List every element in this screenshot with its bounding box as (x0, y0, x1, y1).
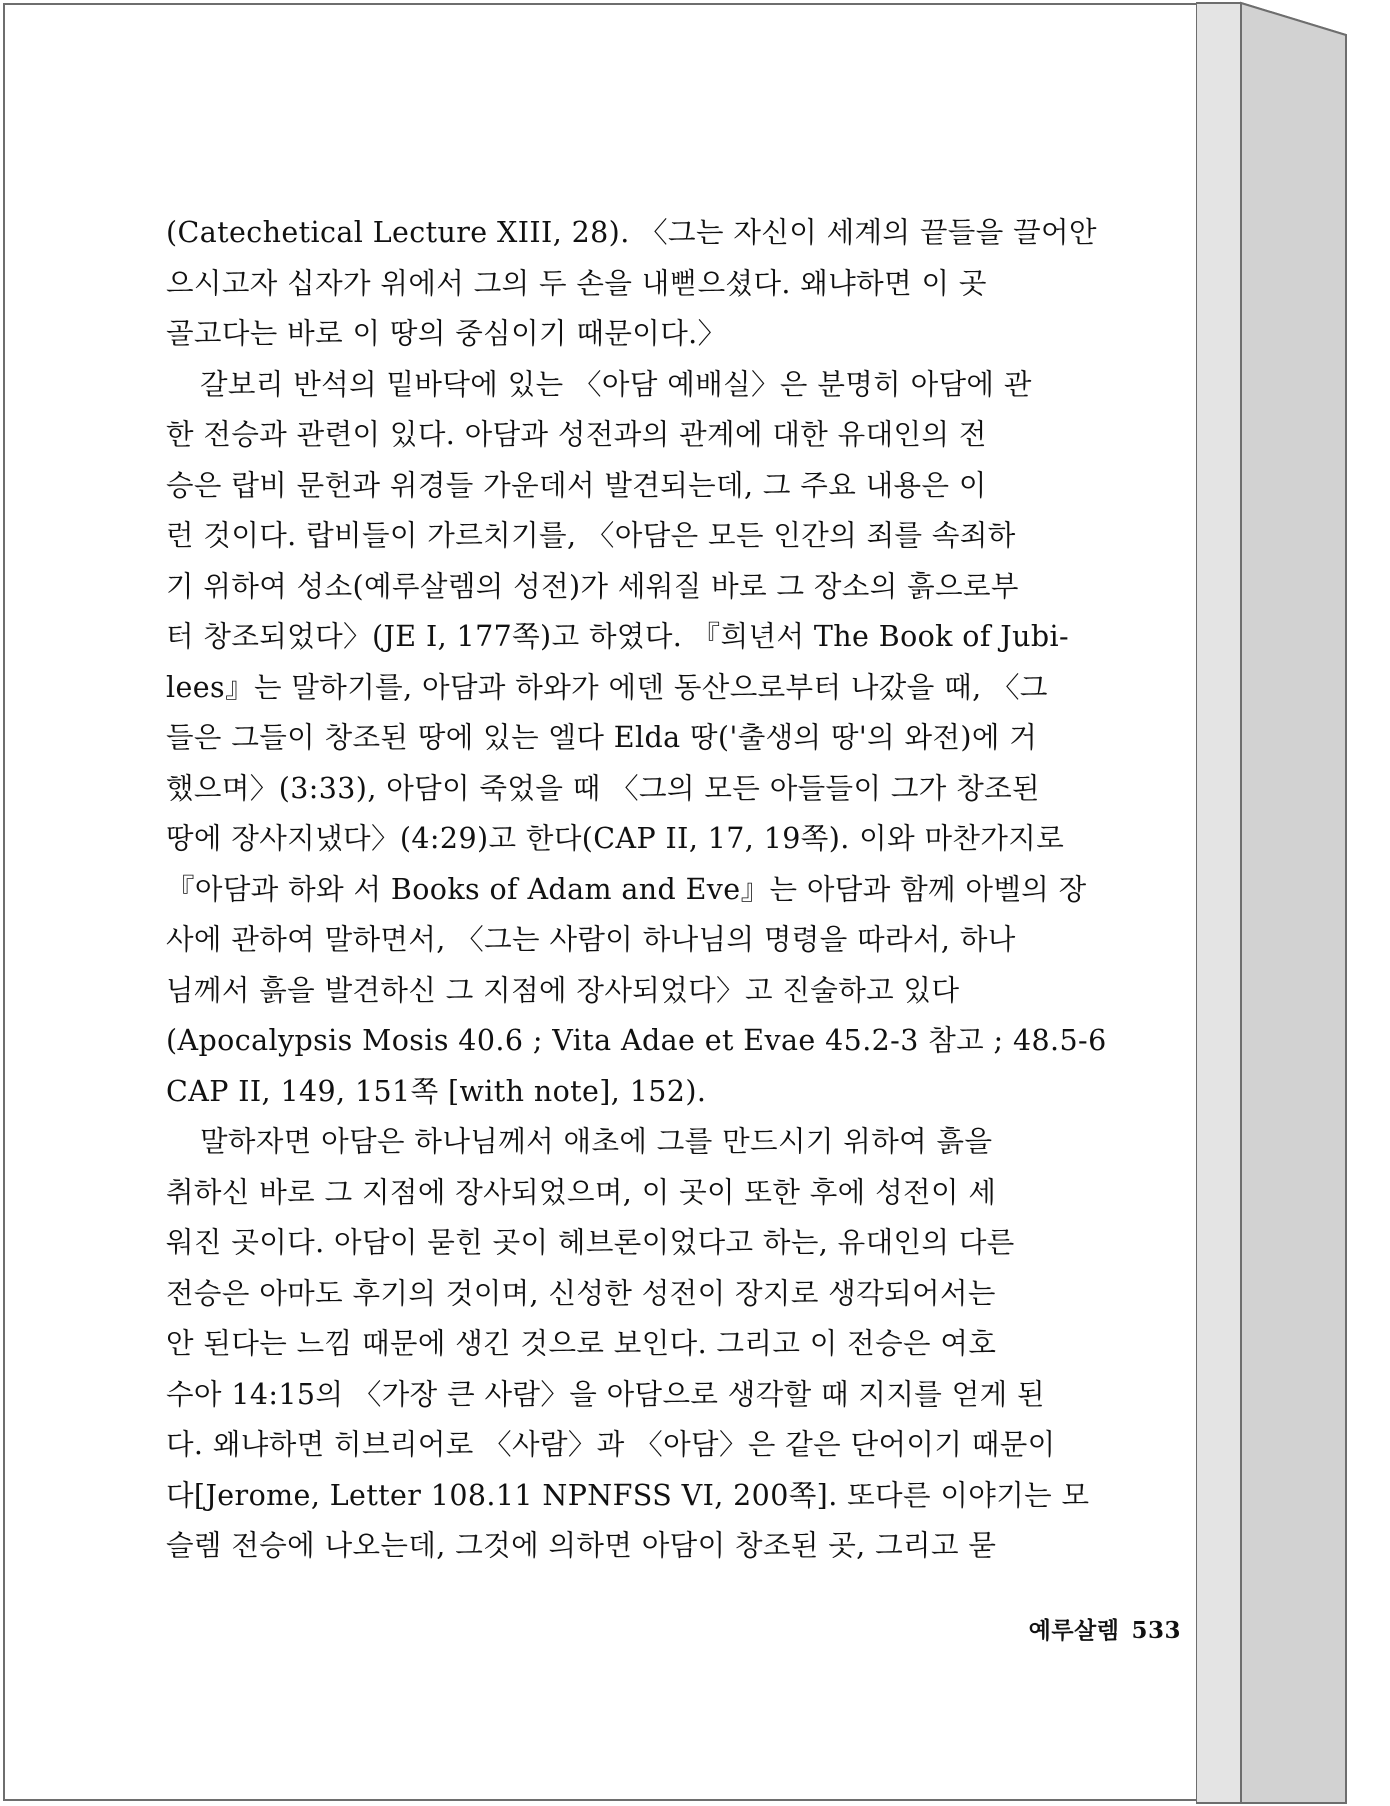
text-line: 전승은 아마도 후기의 것이며, 신성한 성전이 장지로 생각되어서는 (166, 1276, 996, 1310)
text-line: 으시고자 십자가 위에서 그의 두 손을 내뻗으셨다. 왜냐하면 이 곳 (166, 266, 987, 300)
text-line: 워진 곳이다. 아담이 묻힌 곳이 헤브론이었다고 하는, 유대인의 다른 (166, 1226, 1015, 1259)
page-footer (1029, 1612, 1181, 1645)
text-line: 승은 랍비 문헌과 위경들 가운데서 발견되는데, 그 주요 내용은 이 (166, 468, 987, 502)
text-line: 땅에 장사지냈다〉(4:29)고 한다(CAP II, 17, 19쪽). 이와 마찬가지로 (166, 822, 1065, 855)
text-line: 골고다는 바로 이 땅의 중심이기 때문이다.〉 (166, 317, 727, 350)
text-line: 님께서 흙을 발견하신 그 지점에 장사되었다〉고 진술하고 있다 (166, 973, 960, 1007)
text-line: 취하신 바로 그 지점에 장사되었으며, 이 곳이 또한 후에 성전이 세 (166, 1175, 997, 1209)
body-text (166, 208, 1107, 1572)
text-line: 다[Jerome, Letter 108.11 NPNFSS VI, 200쪽]. 또다른 이야기는 모 (166, 1478, 1090, 1512)
text-line: (Apocalypsis Mosis 40.6 ; Vita Adae et Evae 45.2-3 참고 ; 48.5-6 (166, 1024, 1107, 1057)
text-line: lees』는 말하기를, 아담과 하와가 에덴 동산으로부터 나갔을 때, 〈그 (166, 670, 1048, 704)
text-line: 런 것이다. 랍비들이 가르치기를, 〈아담은 모든 인간의 죄를 속죄하 (166, 519, 1016, 552)
text-line: 『아담과 하와 서 Books of Adam and Eve』는 아담과 함께 아벨의 장 (166, 872, 1087, 906)
text-line: 안 된다는 느낌 때문에 생긴 것으로 보인다. 그리고 이 전승은 여호 (166, 1327, 997, 1360)
text-line: 했으며〉(3:33), 아담이 죽었을 때 〈그의 모든 아들들이 그가 창조된 (166, 771, 1040, 805)
text-line: 갈보리 반석의 밑바닥에 있는 〈아담 예배실〉은 분명히 아담에 관 (200, 367, 1032, 401)
text-line: CAP II, 149, 151쪽 [with note], 152). (166, 1074, 707, 1108)
text-line: 말하자면 아담은 하나님께서 애초에 그를 만드시기 위하여 흙을 (200, 1125, 993, 1158)
text-line: (Catechetical Lecture XIII, 28). 〈그는 자신이 세계의 끝들을 끌어안 (166, 216, 1097, 249)
book-spine-edge (1196, 0, 1390, 1806)
page-number: 533 (1131, 1617, 1181, 1644)
text-line: 들은 그들이 창조된 땅에 있는 엘다 Elda 땅('출생의 땅'의 와전)에 거 (166, 721, 1038, 754)
text-line: 슬렘 전승에 나오는데, 그것에 의하면 아담이 창조된 곳, 그리고 묻 (166, 1529, 997, 1562)
text-line: 다. 왜냐하면 히브리어로 〈사람〉과 〈아담〉은 같은 단어이기 때문이 (166, 1428, 1056, 1461)
text-line: 터 창조되었다〉(JE I, 177쪽)고 하였다. 『희년서 The Book of Jubi- (166, 620, 1070, 653)
text-line: 기 위하여 성소(예루살렘의 성전)가 세워질 바로 그 장소의 흙으로부 (166, 569, 1019, 603)
text-line: 사에 관하여 말하면서, 〈그는 사람이 하나님의 명령을 따라서, 하나 (166, 923, 1016, 956)
text-line: 한 전승과 관련이 있다. 아담과 성전과의 관계에 대한 유대인의 전 (166, 418, 987, 451)
running-head: 예루살렘 (1028, 1618, 1120, 1644)
text-line: 수아 14:15의 〈가장 큰 사람〉을 아담으로 생각할 때 지지를 얻게 된 (166, 1377, 1045, 1411)
